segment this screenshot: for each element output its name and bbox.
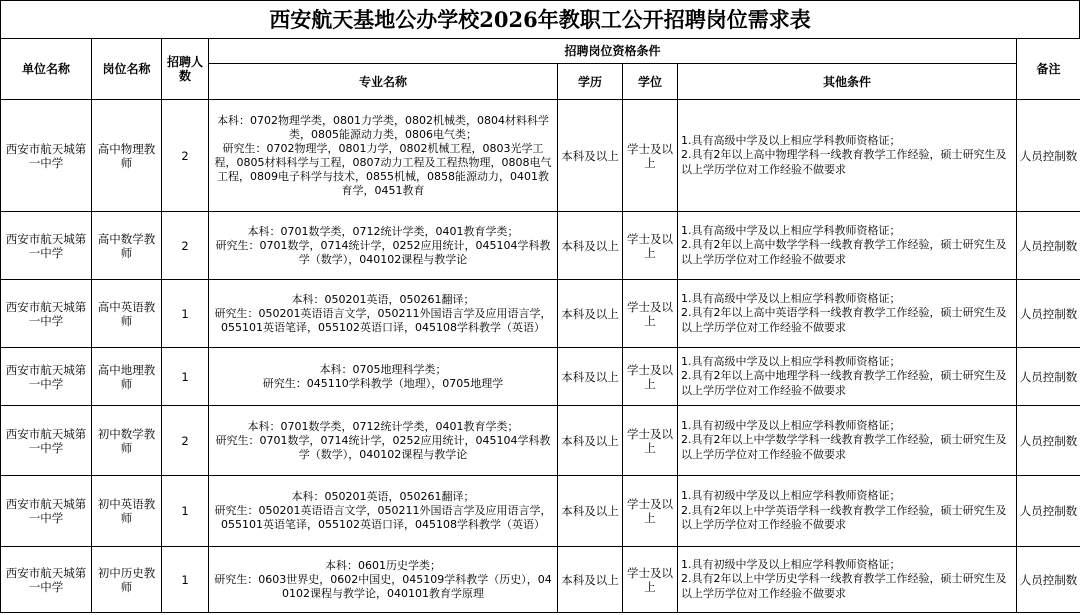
table-row (1, 100, 1080, 212)
cell-count: 1 (162, 280, 209, 348)
header-post: 岗位名称 (92, 39, 162, 100)
other-line: 1.具有初级中学及以上相应学科教师资格证； (681, 418, 901, 432)
document-title: 西安航天基地公办学校2026年教职工公开招聘岗位需求表 (0, 0, 1080, 38)
table-row (1, 476, 1080, 547)
cell-post: 初中英语教师 (92, 476, 162, 547)
other-line: 2.具有2年以上高中数学学科一线教育教学工作经验，硕士研究生及以上学历学位对工作经验不做要求 (681, 238, 1007, 266)
major-line: 研究生：0701数学，0714统计学，0252应用统计，045104学科教学（数学），040102课程与教学论 (215, 433, 551, 461)
cell-post: 高中地理教师 (92, 348, 162, 406)
other-line: 2.具有2年以上高中地理学科一线教育教学工作经验，硕士研究生及以上学历学位对工作经验不做要求 (681, 369, 1007, 397)
header-major: 专业名称 (209, 64, 558, 100)
cell-unit: 西安市航天城第一中学 (1, 348, 92, 406)
cell-education: 本科及以上 (558, 348, 623, 406)
cell-major (209, 212, 558, 280)
cell-education: 本科及以上 (558, 280, 623, 348)
cell-degree: 学士及以上 (623, 547, 678, 613)
header-education: 学历 (558, 64, 623, 100)
table-row (1, 547, 1080, 613)
cell-other (678, 348, 1017, 406)
cell-post: 初中数学教师 (92, 406, 162, 476)
cell-remark: 人员控制数 (1017, 547, 1080, 613)
major-line: 本科：0601历史学类； (325, 558, 441, 572)
major-line: 本科：0701数学类，0712统计学类，0401教育学类； (247, 419, 519, 433)
recruitment-table (0, 38, 1080, 613)
cell-major (209, 100, 558, 212)
cell-degree: 学士及以上 (623, 348, 678, 406)
major-line: 本科：0702物理学类，0801力学类，0802机械类，0804材料科学类，0805能源动力类，0806电气类； (217, 113, 549, 141)
major-line: 本科：050201英语，050261翻译； (291, 292, 475, 306)
cell-other (678, 476, 1017, 547)
cell-remark: 人员控制数 (1017, 100, 1080, 212)
cell-major (209, 280, 558, 348)
cell-remark: 人员控制数 (1017, 212, 1080, 280)
major-line: 本科：050201英语，050261翻译； (291, 490, 475, 503)
cell-degree: 学士及以上 (623, 280, 678, 348)
cell-other (678, 280, 1017, 348)
table-row (1, 348, 1080, 406)
cell-education: 本科及以上 (558, 100, 623, 212)
cell-unit: 西安市航天城第一中学 (1, 212, 92, 280)
cell-remark: 人员控制数 (1017, 406, 1080, 476)
cell-unit: 西安市航天城第一中学 (1, 100, 92, 212)
cell-education: 本科及以上 (558, 476, 623, 547)
other-line: 1.具有高级中学及以上相应学科教师资格证； (681, 291, 901, 305)
table-body (1, 100, 1080, 613)
header-count: 招聘人数 (162, 39, 209, 100)
cell-education: 本科及以上 (558, 547, 623, 613)
other-line: 1.具有高级中学及以上相应学科教师资格证； (681, 354, 901, 368)
cell-unit: 西安市航天城第一中学 (1, 406, 92, 476)
cell-education: 本科及以上 (558, 212, 623, 280)
other-line: 1.具有高级中学及以上相应学科教师资格证； (681, 223, 901, 237)
cell-unit: 西安市航天城第一中学 (1, 476, 92, 547)
cell-count: 2 (162, 406, 209, 476)
major-line: 研究生：050201英语语言文学，050211外国语言学及应用语言学，055101英语笔译，055102英语口译，045108学科教学（英语） (214, 504, 552, 531)
other-line: 1.具有初级中学及以上相应学科教师资格证； (681, 557, 901, 571)
major-line: 本科：0705地理科学类； (319, 362, 447, 376)
other-line: 2.具有2年以上中学历史学科一线教育教学工作经验，硕士研究生及以上学历学位对工作经验不做要求 (681, 572, 1007, 600)
other-line: 1.具有初级中学及以上相应学科教师资格证； (681, 489, 901, 503)
cell-other (678, 100, 1017, 212)
cell-degree: 学士及以上 (623, 406, 678, 476)
header-conditions: 招聘岗位资格条件 (209, 39, 1017, 64)
cell-count: 1 (162, 476, 209, 547)
cell-degree: 学士及以上 (623, 476, 678, 547)
table-row (1, 406, 1080, 476)
cell-post: 高中英语教师 (92, 280, 162, 348)
cell-degree: 学士及以上 (623, 100, 678, 212)
cell-count: 1 (162, 348, 209, 406)
cell-count: 1 (162, 547, 209, 613)
cell-unit: 西安市航天城第一中学 (1, 280, 92, 348)
cell-remark: 人员控制数 (1017, 280, 1080, 348)
cell-count: 2 (162, 100, 209, 212)
cell-post: 初中历史教师 (92, 547, 162, 613)
cell-major (209, 348, 558, 406)
other-line: 2.具有2年以上高中英语学科一线教育教学工作经验，硕士研究生及以上学历学位对工作经验不做要求 (681, 306, 1007, 334)
table-row (1, 212, 1080, 280)
cell-post: 高中数学教师 (92, 212, 162, 280)
table-row (1, 280, 1080, 348)
header-degree: 学位 (623, 64, 678, 100)
cell-other (678, 212, 1017, 280)
major-line: 本科：0701数学类，0712统计学类，0401教育学类； (247, 224, 519, 238)
other-line: 2.具有2年以上高中物理学科一线教育教学工作经验，硕士研究生及以上学历学位对工作经验不做要求 (681, 148, 1007, 176)
cell-education: 本科及以上 (558, 406, 623, 476)
header-other: 其他条件 (678, 64, 1017, 100)
cell-post: 高中物理教师 (92, 100, 162, 212)
cell-degree: 学士及以上 (623, 212, 678, 280)
cell-major (209, 476, 558, 547)
major-line: 研究生：0603世界史，0602中国史，045109学科教学（历史），040102课程与教学论，040101教育学原理 (214, 572, 552, 600)
major-line: 研究生：050201英语语言文学，050211外国语言学及应用语言学，055101英语笔译，055102英语口译，045108学科教学（英语） (214, 306, 552, 334)
cell-count: 2 (162, 212, 209, 280)
major-line: 研究生：0701数学，0714统计学，0252应用统计，045104学科教学（数学），040102课程与教学论 (215, 238, 551, 266)
cell-major (209, 406, 558, 476)
major-line: 研究生：045110学科教学（地理），0705地理学 (262, 376, 504, 390)
cell-other (678, 406, 1017, 476)
major-line: 研究生：0702物理学，0801力学，0802机械工程，0803光学工程，0805材料科学与工程，0807动力工程及工程热物理，0808电气工程，0809电子科学与技术，0855机械，0858能源动力，0401教育学，0451教育 (214, 141, 552, 197)
cell-remark: 人员控制数 (1017, 476, 1080, 547)
header-remark: 备注 (1017, 39, 1080, 100)
cell-unit: 西安市航天城第一中学 (1, 547, 92, 613)
cell-major (209, 547, 558, 613)
other-line: 2.具有2年以上中学数学学科一线教育教学工作经验，硕士研究生及以上学历学位对工作经验不做要求 (681, 433, 1007, 461)
cell-remark: 人员控制数 (1017, 348, 1080, 406)
other-line: 1.具有高级中学及以上相应学科教师资格证； (681, 133, 901, 147)
header-unit: 单位名称 (1, 39, 92, 100)
cell-other (678, 547, 1017, 613)
other-line: 2.具有2年以上中学英语学科一线教育教学工作经验，硕士研究生及以上学历学位对工作经验不做要求 (681, 503, 1007, 532)
